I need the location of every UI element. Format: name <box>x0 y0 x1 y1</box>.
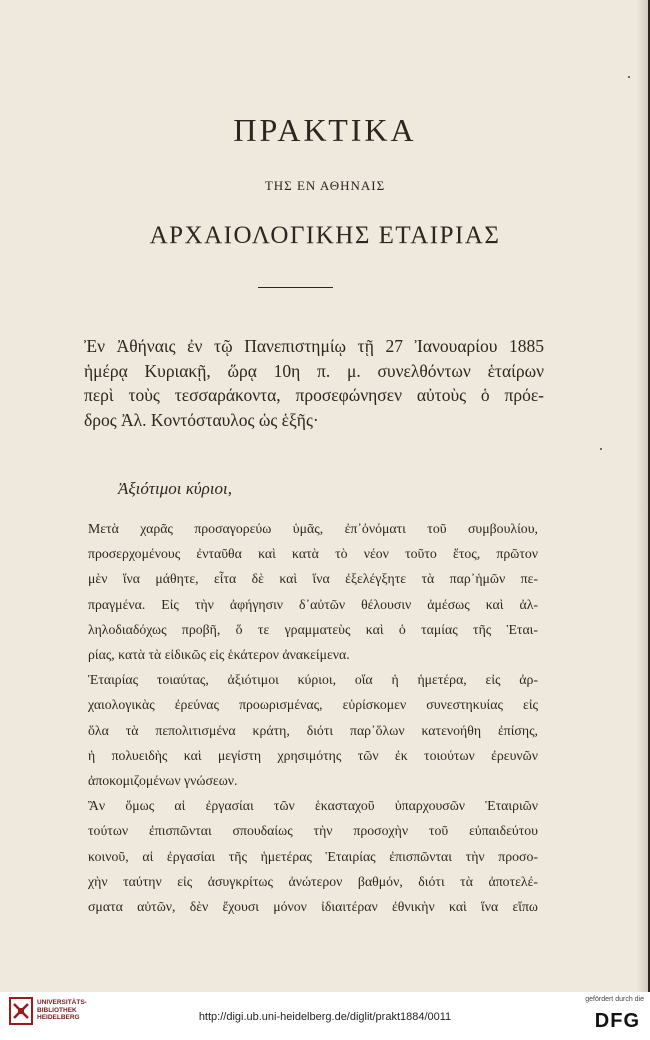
body-line: ρίας, κατὰ τὰ εἰδικῶς εἰς ἑκάτερον ἀνακείμενα. <box>88 647 350 663</box>
body-line: ὅλα τὰ πεπολιτισμένα κράτη, διότι παρ᾽ὅλων κατενοήθη ἐπίσης, <box>88 722 538 738</box>
title-divider <box>258 287 333 288</box>
body-line: ἀποκομιζομένων γνώσεων. <box>88 773 238 789</box>
body-line: ἡ πολυειδὴς καὶ μεγίστη χρησιμότης τῶν ἐκ τοιούτων ἐρευνῶν <box>88 747 538 763</box>
body-line: Μετὰ χαρᾶς προσαγορεύω ὑμᾶς, ἐπ᾽ὀνόματι τοῦ συμβουλίου, <box>88 521 538 536</box>
dfg-logo[interactable]: DFG <box>594 1010 640 1032</box>
body-line: χαιολογικὰς ἐρεύνας προωρισμένας, εὑρίσκομεν συνεστηκυίας εἰς <box>88 697 538 713</box>
body-line: μὲν ἵνα μάθητε, εἶτα δὲ καὶ ἵνα ἐξελέγξητε τὰ παρ᾽ἡμῶν πε- <box>88 571 538 587</box>
library-name-line: UNIVERSITÄTS- <box>37 999 87 1006</box>
intro-line: δρος Ἀλ. Κοντόσταυλος ὡς ἑξῆς· <box>84 409 319 430</box>
viewer-footer <box>0 992 650 1040</box>
funding-label: gefördert durch die <box>585 996 644 1003</box>
body-line: χὴν ταύτην εἰς ἀσυγκρίτως ἀνώτερον βαθμόν, διότι τὰ ἀποτελέ- <box>88 873 538 889</box>
salutation: Ἀξιότιμοι κύριοι, <box>118 479 233 498</box>
body-line: Ἑταιρίας τοιαύτας, ἀξιότιμοι κύριοι, οἵα ἡ ἡμετέρα, εἰς ἀρ- <box>88 672 538 688</box>
page-subtitle: ΤΗΣ ΕΝ ΑΘΗΝΑΙΣ <box>264 178 386 193</box>
body-line: ληλοδιαδόχως προβῆ, ὅ τε γραμματεὺς καὶ ὁ ταμίας τῆς Ἑται- <box>88 621 538 637</box>
body-line: Ἂν ὅμως αἱ ἐργασίαι τῶν ἑκασταχοῦ ὑπαρχουσῶν Ἑταιριῶν <box>88 798 538 814</box>
society-title: ΑΡΧΑΙΟΛΟΓΙΚΗΣ ΕΤΑΙΡΙΑΣ <box>149 222 501 249</box>
permalink-url[interactable]: http://digi.ub.uni-heidelberg.de/diglit/prakt1884/0011 <box>198 1011 452 1023</box>
speck <box>600 448 602 450</box>
intro-line: Ἐν Ἀθήναις ἐν τῷ Πανεπιστημίῳ τῇ 27 Ἰανουαρίου 1885 <box>84 336 544 356</box>
page-title: ΠΡΑΚΤΙΚΑ <box>233 112 417 148</box>
intro-line: ἡμέρᾳ Κυριακῇ, ὥρᾳ 10η π. μ. συνελθόντων ἑταίρων <box>84 360 544 381</box>
body-line: σματα αὐτῶν, δὲν ἔχουσι μόνον ἰδιαιτέραν ἐθνικὴν καὶ ἵνα εἴπω <box>88 899 538 915</box>
body-line: πραγμένα. Εἰς τὴν ἀφήγησιν δ᾽αὐτῶν θέλουσιν ἀμέσως καὶ ἀλ- <box>88 596 538 612</box>
body-line: τούτων ἐπισπῶνται σπουδαίως τὴν προσοχὴν τοῦ εὐπαιδεύτου <box>88 823 538 839</box>
library-name-line: BIBLIOTHEK <box>37 1006 77 1014</box>
library-name-line: HEIDELBERG <box>37 1014 80 1021</box>
body-line: προσερχομένους ἐνταῦθα καὶ κατὰ τὸ νέον τοῦτο ἔτος, πρῶτον <box>88 546 538 562</box>
body-text <box>88 516 538 919</box>
intro-line: περὶ τοὺς τεσσαράκοντα, προσεφώνησεν αὐτοὺς ὁ πρόε- <box>84 385 544 405</box>
body-line: κοινοῦ, αἱ ἐργασίαι τῆς ἡμετέρας Ἑταιρίας ἐπισπῶνται τὴν προσο- <box>88 848 538 864</box>
intro-paragraph <box>84 334 544 432</box>
speck <box>628 76 630 78</box>
